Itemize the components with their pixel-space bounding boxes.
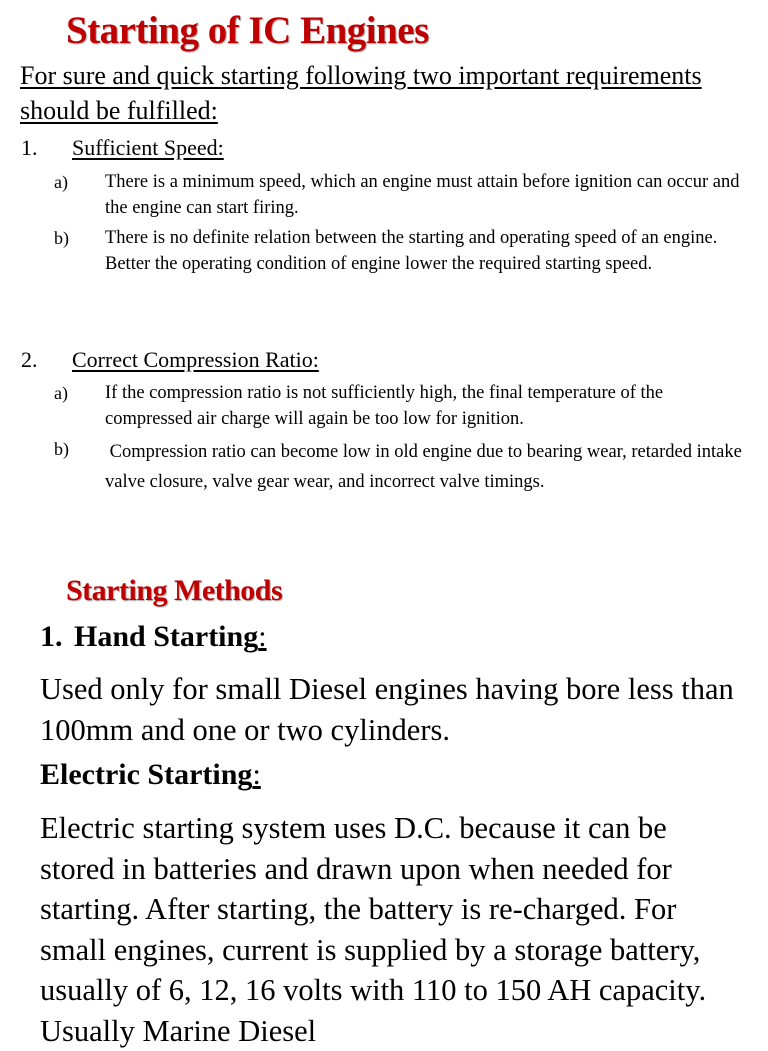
electric-starting-label: Electric Starting	[40, 758, 253, 791]
section-2-item-a-letter: a)	[54, 383, 68, 403]
section-2-item-b-letter: b)	[54, 439, 69, 459]
hand-starting-colon: :	[258, 620, 267, 653]
methods-title: Starting Methods	[66, 574, 283, 607]
hand-starting-heading	[74, 620, 267, 654]
page-title: Starting of IC Engines	[66, 9, 429, 52]
electric-starting-heading	[40, 758, 261, 792]
hand-starting-text: Used only for small Diesel engines having bore less than 100mm and one or two cylinders.	[40, 672, 734, 747]
intro-text: For sure and quick starting following two important requirements should be fulfilled:	[20, 61, 702, 125]
section-2-item-a-text: If the compression ratio is not sufficiently high, the final temperature of the compressed air charge will again be too low for ignition.	[105, 383, 664, 429]
section-1-item-a-letter: a)	[54, 172, 68, 192]
section-1-heading: Sufficient Speed:	[72, 135, 224, 160]
section-2-heading: Correct Compression Ratio:	[72, 347, 319, 372]
section-1-number: 1.	[21, 135, 38, 160]
electric-starting-text: Electric starting system uses D.C. because it can be stored in batteries and drawn upon when needed for starting. After starting, the battery is re-charged. For small engines, current is supplied by a storage battery, usually of 6, 12, 16 volts with 110 to 150 AH capacity. Usually Marine Diesel	[40, 811, 707, 1048]
section-2-number: 2.	[21, 347, 38, 372]
electric-starting-colon: :	[252, 758, 261, 791]
hand-starting-number: 1.	[40, 620, 63, 653]
hand-starting-label: Hand Starting	[74, 620, 259, 653]
section-1-item-b-letter: b)	[54, 228, 69, 248]
section-2-item-b-text: Compression ratio can become low in old engine due to bearing wear, retarded intake valve closure, valve gear wear, and incorrect valve timings.	[105, 442, 747, 492]
section-1-item-a-text: There is a minimum speed, which an engine must attain before ignition can occur and the engine can start firing.	[105, 172, 740, 218]
section-1-item-b-text: There is no definite relation between the starting and operating speed of an engine. Better the operating condition of engine lower the required starting speed.	[105, 228, 718, 274]
